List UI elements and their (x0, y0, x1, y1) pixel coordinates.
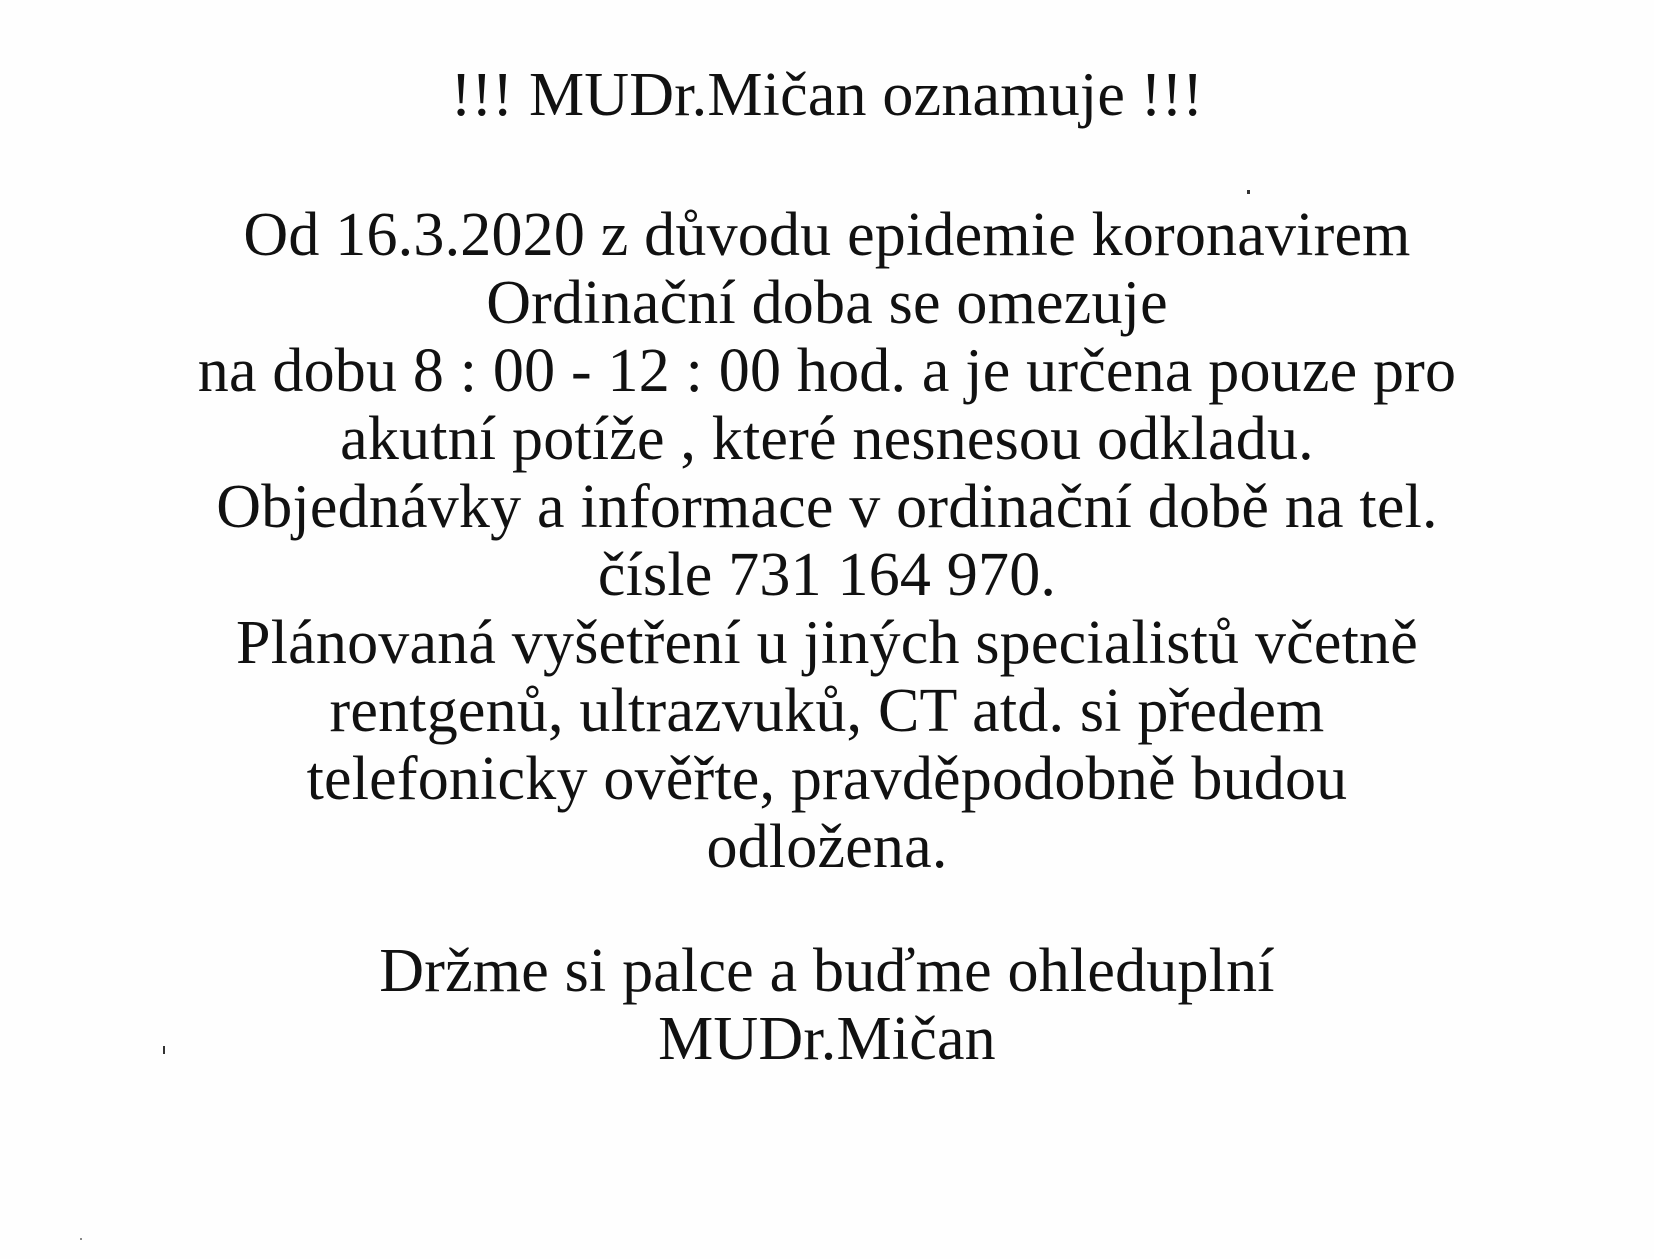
notice-line: Objednávky a informace v ordinační době na tel. (216, 473, 1438, 541)
scan-speck (1247, 190, 1250, 194)
notice-line: akutní potíže , které nesnesou odkladu. (340, 405, 1314, 473)
scan-speck (163, 1046, 165, 1054)
notice-line: čísle 731 164 970. (597, 541, 1057, 609)
notice-line: telefonicky ověřte, pravděpodobně budou (306, 745, 1348, 813)
notice-closing: Držme si palce a buďme ohleduplní (379, 937, 1275, 1005)
notice-line: odložena. (706, 813, 948, 881)
notice-line: na dobu 8 : 00 - 12 : 00 hod. a je určena pouze pro (197, 337, 1457, 405)
notice-line: Od 16.3.2020 z důvodu epidemie koronavirem (243, 201, 1411, 269)
notice-signature: MUDr.Mičan (658, 1005, 996, 1073)
notice-heading: !!! MUDr.Mičan oznamuje !!! (450, 61, 1204, 129)
notice-line: Ordinační doba se omezuje (486, 269, 1168, 337)
scan-speck (80, 1238, 82, 1240)
notice-line: rentgenů, ultrazvuků, CT atd. si předem (329, 677, 1325, 745)
notice-line: Plánovaná vyšetření u jiných specialistů včetně (236, 609, 1418, 677)
